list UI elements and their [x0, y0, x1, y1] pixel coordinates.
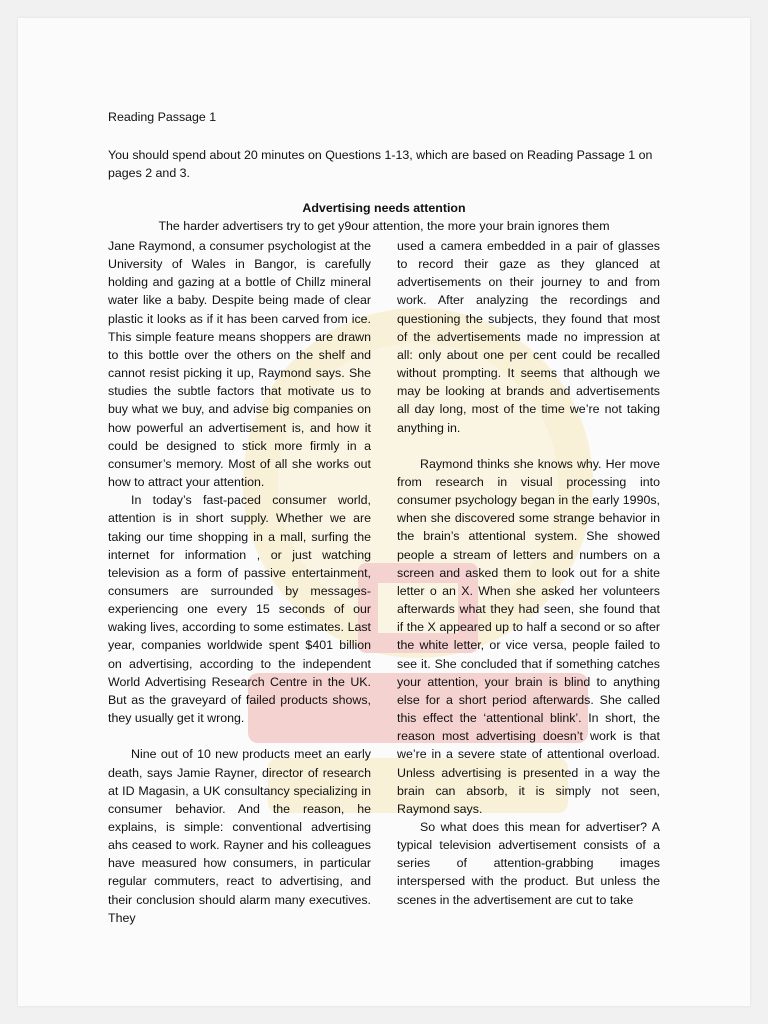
article-subtitle: The harder advertisers try to get y9our attention, the more your brain ignores them — [158, 219, 610, 233]
document-page — [18, 18, 750, 1006]
paragraph: Nine out of 10 new products meet an early death, says Jamie Rayner, director of research at ID Magasin, a UK consultancy specializing in consumer behavior. And the reason, he explains, is simple: conventional advertising ahs ceased to work. Rayner and his colleagues have measured how consumers, in particular regular commuters, react to advertising, and their conclusion should alarm many executives. They — [108, 747, 371, 925]
article-title: Advertising needs attention — [302, 201, 466, 215]
right-column — [397, 237, 660, 909]
left-column — [108, 237, 371, 927]
passage-label: Reading Passage 1 — [108, 110, 217, 124]
paragraph: Jane Raymond, a consumer psychologist at the University of Wales in Bangor, is carefully holding and gazing at a bottle of Chillz mineral water like a baby. Despite being made of clear plastic it looks as if it has been carved from ice. This simple feature means shoppers are drawn to this bottle over the others on the shelf and cannot resist picking it up, Raymond says. She studies the subtle factors that motivate us to buy what we buy, and advise big companies on how powerful an advertisement is, and how it could be designed to stick more firmly in a consumer’s memory. Most of all she works out how to attract your attention. — [108, 239, 371, 490]
paragraph: In today’s fast-paced consumer world, attention is in short supply. Whether we are taking our time shopping in a mall, surfing the internet for information , or just watching television as a form of passive entertainment, consumers are surrounded by messages-experiencing one every 15 seconds of our waking lives, according to some estimates. Last year, companies worldwide spent $401 billion on advertising, according to the independent World Advertising Research Centre in the UK. But as the graveyard of failed products shows, they usually get it wrong. — [108, 493, 371, 726]
paragraph: used a camera embedded in a pair of glasses to record their gaze as they glanced at advertisements on their journey to and from work. After analyzing the recordings and questioning the subjects, they found that most of the advertisements made no impression at all: only about one per cent could be recalled without prompting. It seems that although we may be looking at brands and advertisements all day long, most of the time we’re not taking anything in. — [397, 239, 660, 435]
paragraph: So what does this mean for advertiser? A typical television advertisement consists of a series of attention-grabbing images interspersed with the product. But unless the scenes in the advertisement are cut to take — [397, 819, 660, 907]
paragraph: Raymond thinks she knows why. Her move from research in visual processing into consumer psychology began in the early 1990s, when she discovered some strange behavior in the brain’s attentional system. She showed people a stream of letters and numbers on a screen and asked them to look out for a shite letter o an X. When she asked her volunteers afterwards what they had seen, she found that if the X appeared up to half a second or so after the white letter, or vice versa, people failed to see it. She concluded that if something catches your attention, your brain is blind to anything else for a short period afterwards. She called this effect the ‘attentional blink’. In short, the reason most advertising doesn’t work is that we’re in a severe state of attentional overload. Unless advertising is presented in a way the brain can absorb, it is simply not seen, Raymond says. — [397, 456, 660, 816]
instructions-text: You should spend about 20 minutes on Questions 1-13, which are based on Reading Passage 1 on pages 2 and 3. — [108, 148, 653, 180]
